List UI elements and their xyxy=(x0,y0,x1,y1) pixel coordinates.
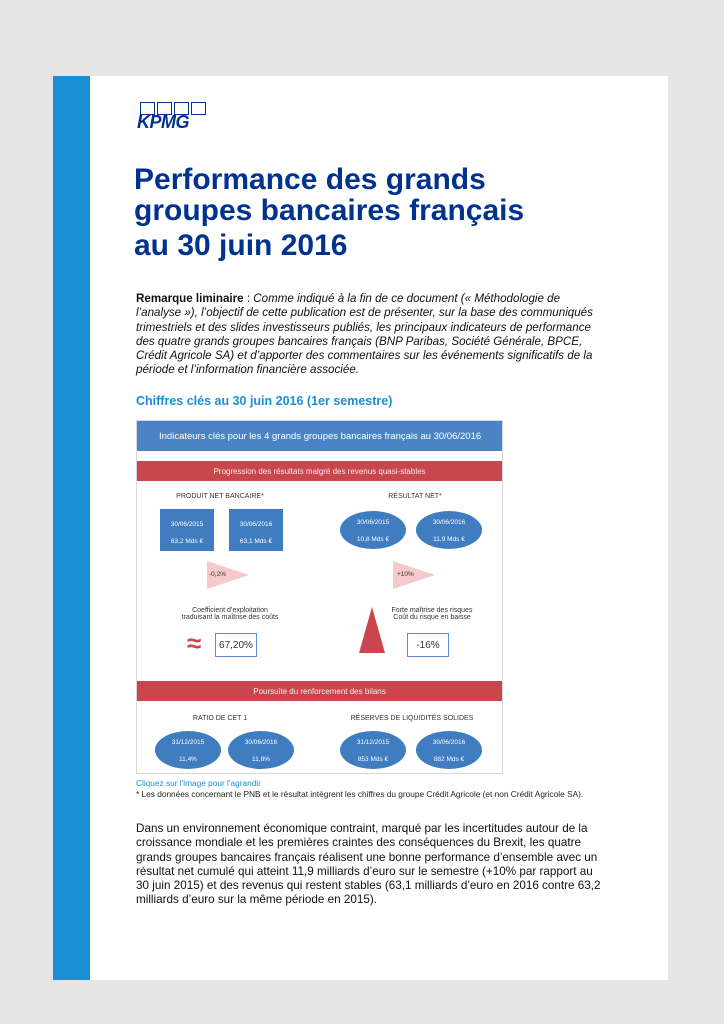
cost-ratio-label-line-2: traduisant la maîtrise des coûts xyxy=(181,614,279,621)
liquidity-2015-oval xyxy=(340,731,406,769)
pnb-change-value: -0,2% xyxy=(209,571,226,578)
risk-label-line-1: Forte maîtrise des risques xyxy=(391,607,473,614)
pnb-2016-box xyxy=(229,509,283,551)
net-result-2015-oval xyxy=(340,511,406,549)
net-result-2015-date: 30/06/2015 xyxy=(356,519,390,526)
key-figures-heading: Chiffres clés au 30 juin 2016 (1er semestre) xyxy=(136,394,393,408)
cost-ratio-label xyxy=(165,607,295,621)
net-result-2016-date: 30/06/2016 xyxy=(432,519,466,526)
kpmg-logo xyxy=(137,102,207,132)
image-caption xyxy=(136,778,626,800)
page-title xyxy=(134,164,594,261)
results-band: Progression des résultats malgré des revenus quasi-stables xyxy=(137,461,502,481)
footnote: * Les données concernant le PNB et le résultat intègrent les chiffres du groupe Crédit Agricole (et non Crédit Agricole SA). xyxy=(136,789,584,799)
pnb-2015-value: 63,2 Mds € xyxy=(170,538,204,545)
cet1-2016-oval xyxy=(228,731,294,769)
cet1-label: RATIO DE CET 1 xyxy=(192,715,248,722)
net-result-change-value: +10% xyxy=(397,571,414,578)
preliminary-remark xyxy=(136,292,606,378)
liquidity-label: RÉSERVES DE LIQUIDITÉS SOLIDES xyxy=(350,715,474,722)
risk-cost-value: -16% xyxy=(407,633,449,657)
cet1-2015-value: 11,4% xyxy=(179,756,197,763)
remark-lead: Remarque liminaire xyxy=(136,292,244,305)
liquidity-2016-date: 30/06/2016 xyxy=(432,739,466,746)
kpmg-logo-text: KPMG xyxy=(137,112,189,132)
cet1-2016-value: 11,8% xyxy=(252,756,270,763)
pnb-2016-value: 63,1 Mds € xyxy=(239,538,273,545)
infographic-header: Indicateurs clés pour les 4 grands groupes bancaires français au 30/06/2016 xyxy=(137,421,502,451)
cost-ratio-value: 67,20% xyxy=(215,633,257,657)
net-result-2015-value: 10,8 Mds € xyxy=(356,536,390,543)
cet1-2015-date: 31/12/2015 xyxy=(171,739,205,746)
pnb-2015-date: 30/06/2015 xyxy=(170,521,204,528)
title-line-2: groupes bancaires français xyxy=(134,194,525,227)
key-indicators-infographic[interactable] xyxy=(136,420,503,774)
liquidity-2016-value: 882 Mds € xyxy=(433,756,465,763)
remark-body: Comme indiqué à la fin de ce document (« Méthodologie de l’analyse »), l’objectif de cette publication est de présenter, sur la base des communiqués trimestriels et des slides investisseurs publiés, les principaux indicateurs de performance des quatre grands groupes bancaires français (BNP Paribas, Société Générale, BPCE, Crédit Agricole SA) et d’apporter des commentaires sur les événements significatifs de la période et l’information financière associée. xyxy=(136,292,593,377)
net-result-2016-value: 11,9 Mds € xyxy=(433,536,465,543)
liquidity-2015-date: 31/12/2015 xyxy=(356,739,390,746)
pnb-2015-box xyxy=(160,509,214,551)
title-line-3: au 30 juin 2016 xyxy=(134,229,348,262)
balance-sheet-band: Poursuite du renforcement des bilans xyxy=(137,681,502,701)
remark-separator: : xyxy=(243,292,254,305)
title-line-1: Performance des grands xyxy=(134,163,486,196)
risk-label xyxy=(377,607,487,621)
pnb-label: PRODUIT NET BANCAIRE* xyxy=(176,493,264,500)
enlarge-image-link[interactable]: Cliquez sur l'image pour l'agrandir xyxy=(136,778,261,788)
liquidity-2015-value: 853 Mds € xyxy=(357,756,389,763)
risk-label-line-2: Coût du risque en baisse xyxy=(393,614,471,621)
document-page xyxy=(53,76,668,980)
cet1-2016-date: 30/06/2016 xyxy=(244,739,278,746)
cet1-2015-oval xyxy=(155,731,221,769)
body-paragraph: Dans un environnement économique contraint, marqué par les incertitudes autour de la croissance mondiale et les premières craintes des conséquences du Brexit, les quatre grands groupes bancaires français réalisent une bonne performance d’ensemble avec un résultat net cumulé qui atteint 11,9 milliards d’euro sur le semestre (+10% par rapport au 30 juin 2015) et des revenus qui restent stables (63,1 milliards d’euro en 2016 contre 63,2 milliards d’euro sur la même période en 2015). xyxy=(136,822,601,907)
pnb-2016-date: 30/06/2016 xyxy=(239,521,273,528)
approx-icon: ≈ xyxy=(187,628,202,658)
net-result-label: RÉSULTAT NET* xyxy=(388,493,442,500)
net-result-2016-oval xyxy=(416,511,482,549)
left-accent-bar xyxy=(53,76,90,980)
cost-ratio-label-line-1: Coefficient d’exploitation xyxy=(192,607,268,614)
liquidity-2016-oval xyxy=(416,731,482,769)
